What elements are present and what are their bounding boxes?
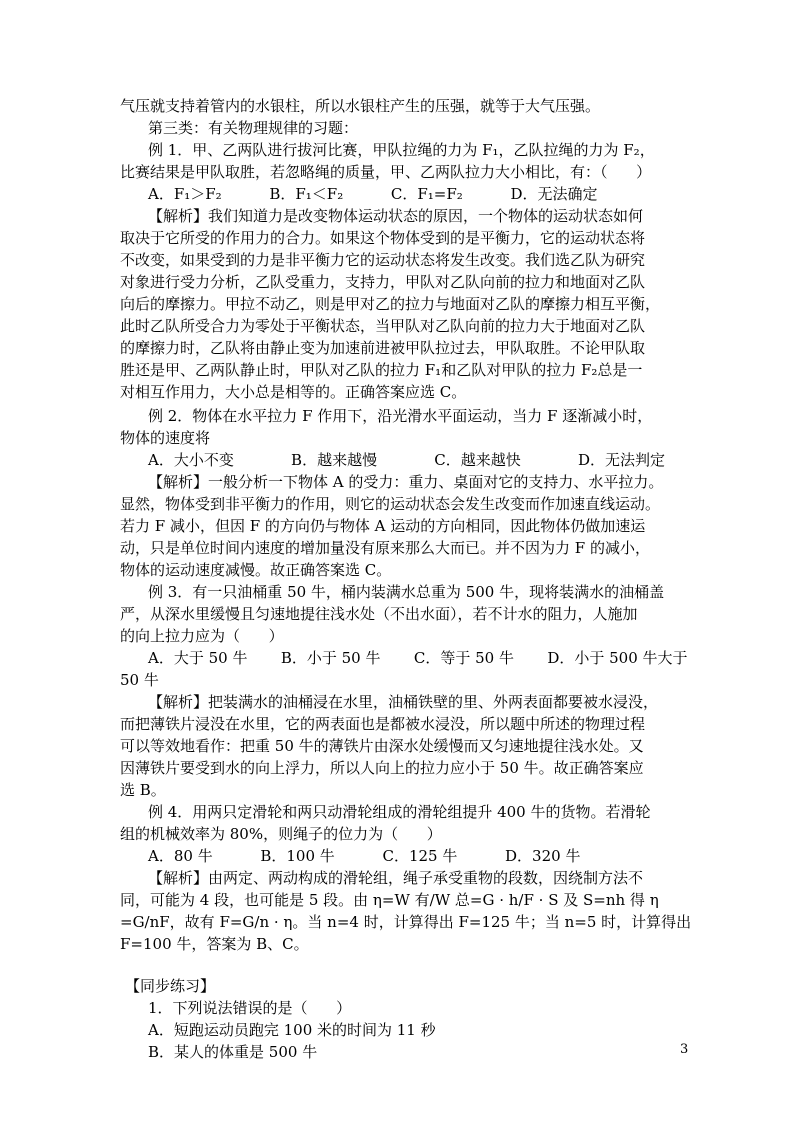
- analysis-line: F=100 牛，答案为 B、C。: [120, 935, 309, 953]
- analysis-line: 动，只是单位时间内速度的增加量没有原来那么大而已。并不因为力 F 的减小，: [120, 539, 650, 557]
- question-line: 组的机械效率为 80%，则绳子的位力为（ ）: [120, 825, 442, 843]
- analysis-line: 选 B。: [120, 781, 166, 799]
- analysis-line: 同，可能为 4 段，也可能是 5 段。由 η=W 有/W 总=G · h/F · S 及 S=nh 得 η: [120, 891, 659, 909]
- analysis-line: 【解析】一般分析一下物体 A 的受力：重力、桌面对它的支持力、水平拉力。: [148, 473, 664, 491]
- text-line: 气压就支持着管内的水银柱，所以水银柱产生的压强，就等于大气压强。: [120, 97, 601, 115]
- question-line: 例 3．有一只油桶重 50 牛，桶内装满水总重为 500 牛，现将装满水的油桶盖: [148, 583, 665, 601]
- exercise-heading: 【同步练习】: [125, 977, 216, 995]
- exercise-question: 1．下列说法错误的是（ ）: [148, 999, 352, 1017]
- answer-options: A．大于 50 牛 B．小于 50 牛 C．等于 50 牛 D．小于 500 牛大于: [148, 649, 688, 667]
- analysis-line: 显然，物体受到非平衡力的作用，则它的运动状态会发生改变而作加速直线运动。: [120, 495, 661, 513]
- analysis-line: 此时乙队所受合力为零处于平衡状态，当甲队对乙队向前的拉力大于地面对乙队: [120, 317, 646, 335]
- analysis-line: 可以等效地看作：把重 50 牛的薄铁片由深水处缓慢而又匀速地提往浅水处。又: [120, 737, 644, 755]
- analysis-line: 对象进行受力分析，乙队受重力，支持力，甲队对乙队向前的拉力和地面对乙队: [120, 273, 646, 291]
- section-heading: 第三类：有关物理规律的习题：: [148, 119, 359, 137]
- analysis-line: 若力 F 减小，但因 F 的方向仍与物体 A 运动的方向相同，因此物体仍做加速运: [120, 517, 646, 535]
- answer-options: 50 牛: [120, 671, 159, 689]
- analysis-line: 【解析】我们知道力是改变物体运动状态的原因，一个物体的运动状态如何: [148, 207, 644, 225]
- answer-options: A．大小不变 B．越来越慢 C．越来越快 D．无法判定: [148, 451, 666, 469]
- analysis-line: 不改变，如果受到的力是非平衡力它的运动状态将发生改变。我们选乙队为研究: [120, 251, 646, 269]
- exercise-option: B．某人的体重是 500 牛: [148, 1043, 318, 1061]
- exercise-option: A．短跑运动员跑完 100 米的时间为 11 秒: [148, 1021, 436, 1039]
- analysis-line: 的摩擦力时，乙队将由静止变为加速前进被甲队拉过去，甲队取胜。不论甲队取: [120, 339, 646, 357]
- question-line: 例 1．甲、乙两队进行拔河比赛，甲队拉绳的力为 F₁，乙队拉绳的力为 F₂，: [148, 141, 655, 159]
- question-line: 严，从深水里缓慢且匀速地提往浅水处（不出水面），若不计水的阻力，人施加: [120, 605, 638, 623]
- answer-options: A．F₁＞F₂ B．F₁＜F₂ C．F₁=F₂ D．无法确定: [148, 185, 598, 203]
- answer-options: A．80 牛 B．100 牛 C．125 牛 D．320 牛: [148, 847, 581, 865]
- analysis-line: 向后的摩擦力。甲拉不动乙，则是甲对乙的拉力与地面对乙队的摩擦力相互平衡，: [120, 295, 661, 313]
- analysis-line: 取决于它所受的作用力的合力。如果这个物体受到的是平衡力，它的运动状态将: [120, 229, 646, 247]
- question-line: 比赛结果是甲队取胜，若忽略绳的质量，甲、乙两队拉力大小相比，有：（ ）: [120, 163, 652, 181]
- question-line: 例 4．用两只定滑轮和两只动滑轮组成的滑轮组提升 400 牛的货物。若滑轮: [148, 803, 651, 821]
- analysis-line: =G/nF，故有 F=G/n · η。当 n=4 时，计算得出 F=125 牛；当 n=5 时，计算得出: [120, 913, 692, 931]
- analysis-line: 物体的运动速度减慢。故正确答案选 C。: [120, 561, 392, 579]
- page-number: 3: [680, 1042, 689, 1057]
- question-line: 例 2．物体在水平拉力 F 作用下，沿光滑水平面运动，当力 F 逐渐减小时，: [148, 407, 653, 425]
- analysis-line: 对相互作用力，大小总是相等的。正确答案应选 C。: [120, 383, 467, 401]
- analysis-line: 【解析】把装满水的油桶浸在水里，油桶铁壁的里、外两表面都要被水浸没，: [148, 693, 659, 711]
- analysis-line: 【解析】由两定、两动构成的滑轮组，绳子承受重物的段数，因绕制方法不: [148, 869, 644, 887]
- question-line: 的向上拉力应为（ ）: [120, 627, 284, 645]
- analysis-line: 而把薄铁片浸没在水里，它的两表面也是都被水浸没，所以题中所述的物理过程: [120, 715, 646, 733]
- analysis-line: 因薄铁片要受到水的向上浮力，所以人向上的拉力应小于 50 牛。故正确答案应: [120, 759, 644, 777]
- analysis-line: 胜还是甲、乙两队静止时，甲队对乙队的拉力 F₁和乙队对甲队的拉力 F₂总是一: [120, 361, 643, 379]
- question-line: 物体的速度将: [120, 429, 211, 447]
